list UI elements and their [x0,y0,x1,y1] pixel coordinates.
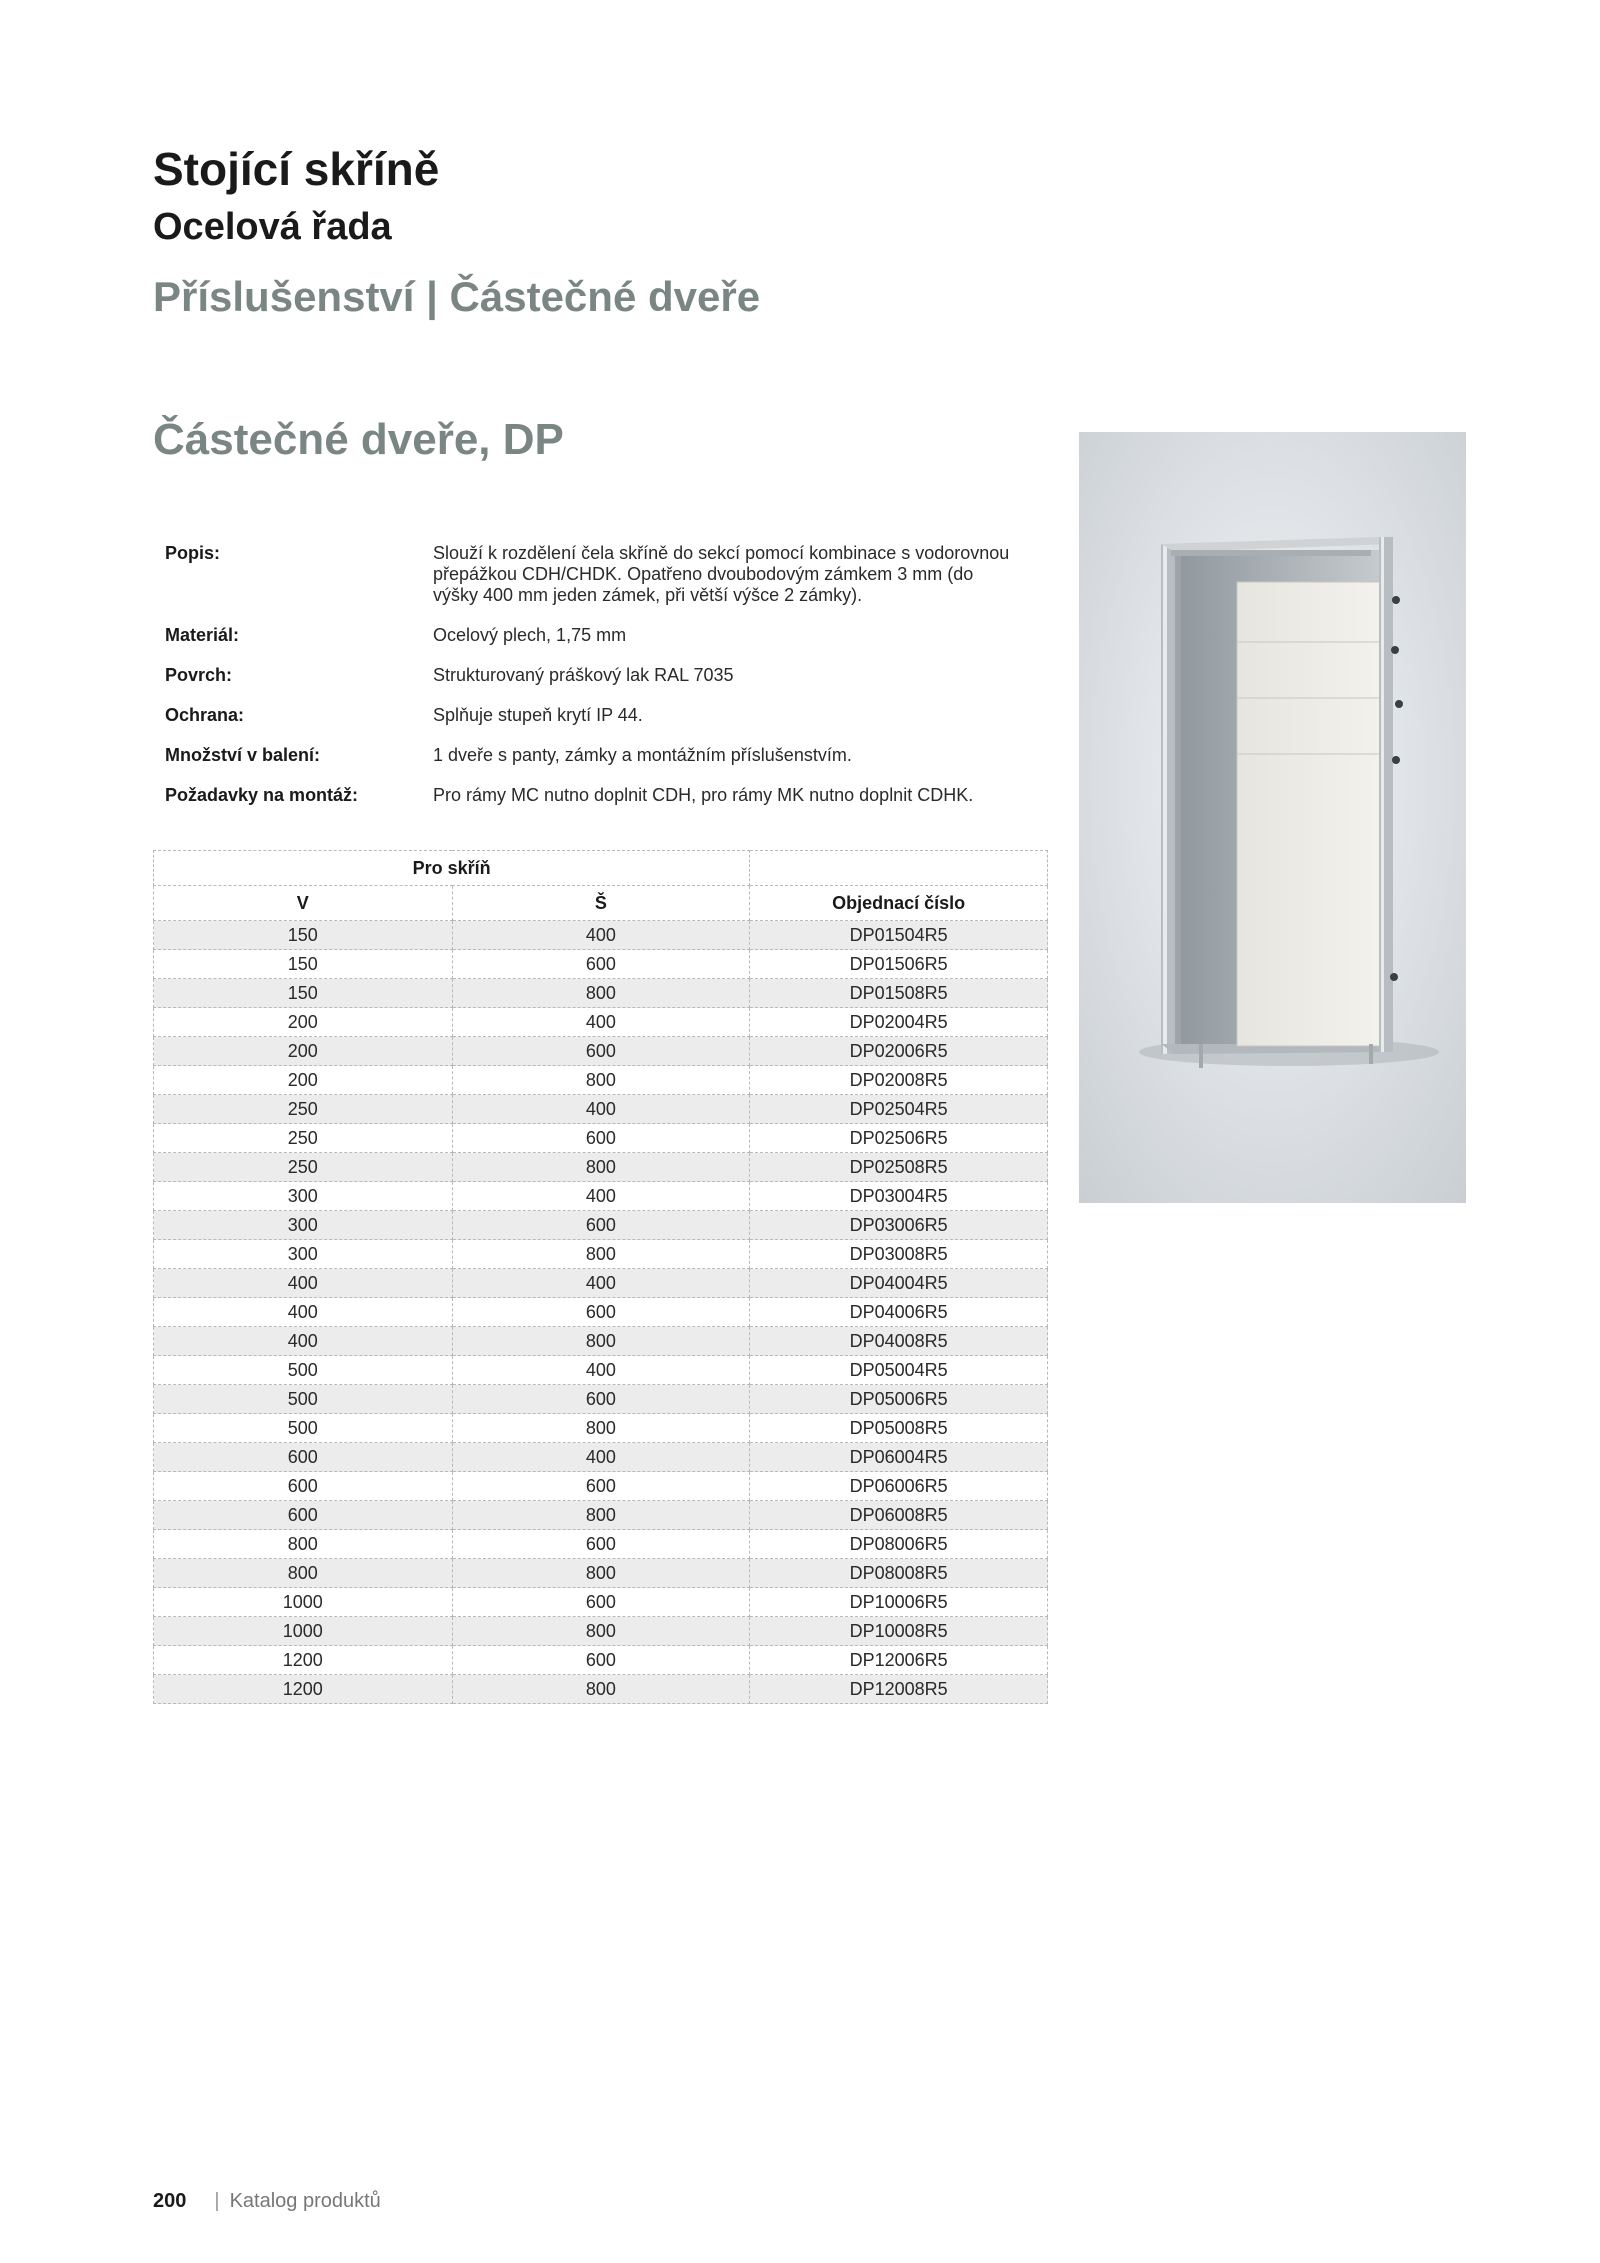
cell-s: 600 [452,1588,750,1617]
cell-v: 400 [154,1327,453,1356]
cell-order-number: DP03004R5 [750,1182,1048,1211]
cell-s: 800 [452,1617,750,1646]
table-row [154,1385,1048,1414]
cell-s: 600 [452,1211,750,1240]
cell-order-number: DP02508R5 [750,1153,1048,1182]
cell-order-number: DP06008R5 [750,1501,1048,1530]
table-row [154,1530,1048,1559]
cell-v: 200 [154,1008,453,1037]
cell-v: 300 [154,1211,453,1240]
cell-s: 800 [452,1501,750,1530]
cell-order-number: DP02504R5 [750,1095,1048,1124]
cell-v: 250 [154,1153,453,1182]
cell-order-number: DP04004R5 [750,1269,1048,1298]
group-header-empty [750,851,1048,886]
cell-order-number: DP12008R5 [750,1675,1048,1704]
column-header-order-number: Objednací číslo [750,886,1048,921]
cell-s: 800 [452,1327,750,1356]
cell-order-number: DP08006R5 [750,1530,1048,1559]
cell-s: 800 [452,1240,750,1269]
cell-order-number: DP12006R5 [750,1646,1048,1675]
spec-row [165,705,1015,726]
cell-s: 600 [452,1124,750,1153]
table-row [154,1327,1048,1356]
page-footer [153,2190,381,2213]
table-row [154,1472,1048,1501]
category-heading: Příslušenství | Částečné dveře [153,273,761,320]
table-row [154,1153,1048,1182]
table-row [154,1588,1048,1617]
cell-order-number: DP03008R5 [750,1240,1048,1269]
cell-v: 1000 [154,1617,453,1646]
cell-s: 600 [452,1646,750,1675]
cell-order-number: DP02006R5 [750,1037,1048,1066]
table-row [154,1211,1048,1240]
cell-order-number: DP05008R5 [750,1414,1048,1443]
spec-value: Splňuje stupeň krytí IP 44. [433,705,643,725]
page-title: Stojící skříně [153,143,440,195]
cell-s: 600 [452,1037,750,1066]
cell-v: 1200 [154,1646,453,1675]
cell-v: 800 [154,1530,453,1559]
cell-v: 600 [154,1501,453,1530]
table-row [154,1095,1048,1124]
cell-order-number: DP03006R5 [750,1211,1048,1240]
cell-s: 400 [452,1095,750,1124]
cell-s: 800 [452,1066,750,1095]
cell-s: 400 [452,921,750,950]
cell-v: 600 [154,1443,453,1472]
spec-value: Pro rámy MC nutno doplnit CDH, pro rámy MK nutno doplnit CDHK. [433,785,974,805]
table-row [154,1646,1048,1675]
catalog-name: Katalog produktů [229,2190,381,2212]
cell-v: 150 [154,950,453,979]
cell-order-number: DP04008R5 [750,1327,1048,1356]
cell-v: 600 [154,1472,453,1501]
cell-s: 800 [452,1559,750,1588]
cell-v: 500 [154,1414,453,1443]
cell-order-number: DP02008R5 [750,1066,1048,1095]
cell-order-number: DP02004R5 [750,1008,1048,1037]
cell-order-number: DP10008R5 [750,1617,1048,1646]
cell-order-number: DP01504R5 [750,921,1048,950]
spec-label: Materiál: [165,625,240,645]
cell-v: 150 [154,921,453,950]
cell-s: 400 [452,1008,750,1037]
page-subtitle: Ocelová řada [153,206,392,248]
table-body [154,921,1048,1704]
table-row [154,1269,1048,1298]
table-row [154,1298,1048,1327]
table-row [154,1066,1048,1095]
cell-s: 400 [452,1356,750,1385]
spec-value: 1 dveře s panty, zámky a montážním příslušenstvím. [433,745,852,765]
spec-row [165,665,1015,686]
spec-label: Množství v balení: [165,745,321,765]
page-number: 200 [153,2190,187,2212]
cell-v: 200 [154,1066,453,1095]
cell-order-number: DP01506R5 [750,950,1048,979]
cell-v: 500 [154,1385,453,1414]
table-row [154,979,1048,1008]
spec-label: Ochrana: [165,705,245,725]
cell-s: 400 [452,1269,750,1298]
spec-row [165,745,1015,766]
cabinet-product-image [1079,432,1466,1203]
parts-table [153,850,1048,1704]
spec-label: Požadavky na montáž: [165,785,359,805]
table-row [154,1617,1048,1646]
cell-v: 1200 [154,1675,453,1704]
cell-v: 300 [154,1240,453,1269]
cell-s: 800 [452,1675,750,1704]
table-row [154,1240,1048,1269]
cell-s: 600 [452,1298,750,1327]
column-header-v: V [154,886,453,921]
spec-list [165,543,1015,825]
cell-order-number: DP02506R5 [750,1124,1048,1153]
table-row [154,1124,1048,1153]
cell-s: 400 [452,1182,750,1211]
table-row [154,1501,1048,1530]
spec-row [165,625,1015,646]
cell-s: 600 [452,1472,750,1501]
cell-v: 250 [154,1124,453,1153]
table-row [154,921,1048,950]
cell-s: 800 [452,1414,750,1443]
cell-order-number: DP05004R5 [750,1356,1048,1385]
cell-v: 800 [154,1559,453,1588]
cell-s: 800 [452,1153,750,1182]
cell-v: 500 [154,1356,453,1385]
cell-v: 200 [154,1037,453,1066]
spec-label: Popis: [165,543,221,563]
cell-order-number: DP04006R5 [750,1298,1048,1327]
group-header-pro-skrin: Pro skříň [154,851,750,886]
spec-row [165,785,1015,806]
table-row [154,1443,1048,1472]
table-row [154,1037,1048,1066]
footer-separator: | [214,2190,220,2212]
table-group-header-row [154,851,1048,886]
cell-v: 300 [154,1182,453,1211]
cell-order-number: DP08008R5 [750,1559,1048,1588]
spec-value: Strukturovaný práškový lak RAL 7035 [433,665,734,685]
spec-row [165,543,1015,606]
cell-s: 800 [452,979,750,1008]
table-header-row [154,886,1048,921]
cell-order-number: DP10006R5 [750,1588,1048,1617]
table-row [154,950,1048,979]
table-row [154,1559,1048,1588]
table-row [154,1414,1048,1443]
cell-order-number: DP06006R5 [750,1472,1048,1501]
spec-value: Ocelový plech, 1,75 mm [433,625,627,645]
cell-v: 150 [154,979,453,1008]
cell-s: 400 [452,1443,750,1472]
cell-s: 600 [452,950,750,979]
cell-v: 400 [154,1298,453,1327]
table-row [154,1182,1048,1211]
cell-order-number: DP06004R5 [750,1443,1048,1472]
table-row [154,1356,1048,1385]
section-title: Částečné dveře, DP [153,415,564,464]
cell-order-number: DP01508R5 [750,979,1048,1008]
cell-s: 600 [452,1530,750,1559]
cell-v: 400 [154,1269,453,1298]
cell-order-number: DP05006R5 [750,1385,1048,1414]
spec-value: Slouží k rozdělení čela skříně do sekcí pomocí kombinace s vodorovnou přepážkou CDH/CHDK. Opatřeno dvoubodovým zámkem 3 mm (do výšky 400 mm jeden zámek, při větší výšce 2 zámky). [433,543,1010,605]
table-row [154,1008,1048,1037]
cell-v: 1000 [154,1588,453,1617]
column-header-s: Š [452,886,750,921]
cell-v: 250 [154,1095,453,1124]
cell-s: 600 [452,1385,750,1414]
table-row [154,1675,1048,1704]
spec-label: Povrch: [165,665,233,685]
